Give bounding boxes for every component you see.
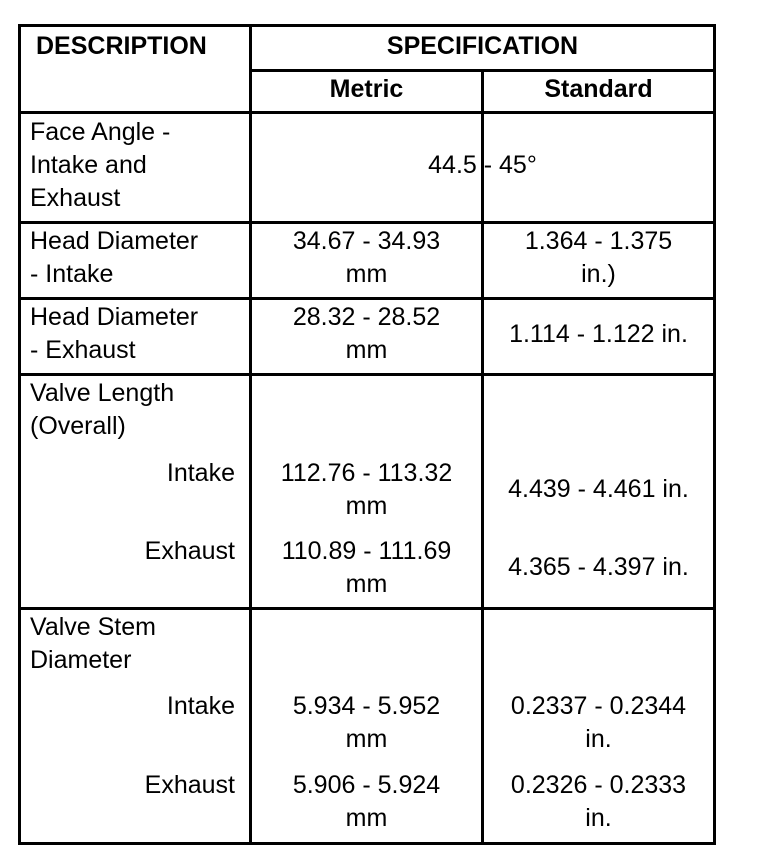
valve-length-exhaust-metric-line2: mm (345, 570, 388, 598)
header-bottom-rule (18, 111, 716, 114)
face-angle-description-line1: Face Angle - (30, 118, 171, 146)
table-border-bottom (18, 842, 716, 845)
valve-stem-exhaust-label: Exhaust (144, 771, 235, 799)
head-exhaust-description-line1: Head Diameter (30, 303, 199, 331)
valve-stem-exhaust-metric-line1: 5.906 - 5.924 (292, 771, 441, 799)
header-standard: Standard (544, 75, 653, 103)
valve-length-intake-metric-line1: 112.76 - 113.32 (280, 459, 453, 487)
valve-stem-intake-metric-line2: mm (345, 725, 388, 753)
head-intake-description-line2: - Intake (30, 260, 114, 288)
header-metric: Metric (329, 75, 404, 103)
valve-length-exhaust-metric-line1: 110.89 - 111.69 (281, 537, 452, 565)
face-angle-description-line2: Intake and (30, 151, 147, 179)
head-exhaust-standard: 1.114 - 1.122 in. (509, 320, 688, 348)
table-border-left (18, 24, 21, 845)
valve-stem-intake-standard-line2: in. (585, 725, 612, 753)
valve-length-description-line1: Valve Length (30, 379, 175, 407)
header-subdivider (249, 69, 716, 72)
valve-stem-intake-label: Intake (166, 692, 235, 720)
row-divider (18, 373, 716, 376)
header-specification: SPECIFICATION (386, 32, 579, 60)
row-divider (18, 221, 716, 224)
valve-stem-exhaust-metric-line2: mm (345, 804, 388, 832)
header-description: DESCRIPTION (36, 32, 207, 60)
row-divider (18, 297, 716, 300)
head-intake-standard-line2: in.) (581, 260, 616, 288)
valve-stem-description-line2: Diameter (30, 646, 132, 674)
row-divider (18, 607, 716, 610)
valve-length-exhaust-standard: 4.365 - 4.397 in. (508, 553, 689, 581)
head-exhaust-description-line2: - Exhaust (30, 336, 136, 364)
head-intake-metric-line1: 34.67 - 34.93 (292, 227, 441, 255)
head-exhaust-metric-line1: 28.32 - 28.52 (292, 303, 441, 331)
valve-length-intake-label: Intake (166, 459, 235, 487)
head-intake-standard-line1: 1.364 - 1.375 (524, 227, 673, 255)
head-exhaust-metric-line2: mm (345, 336, 388, 364)
valve-stem-exhaust-standard-line1: 0.2326 - 0.2333 (510, 771, 687, 799)
head-intake-description-line1: Head Diameter (30, 227, 199, 255)
valve-stem-description-line1: Valve Stem (30, 613, 156, 641)
valve-stem-intake-standard-line1: 0.2337 - 0.2344 (510, 692, 687, 720)
head-intake-metric-line2: mm (345, 260, 388, 288)
face-angle-value: 44.5 - 45° (428, 151, 537, 179)
valve-length-intake-standard: 4.439 - 4.461 in. (508, 475, 689, 503)
face-angle-description-line3: Exhaust (30, 184, 121, 212)
valve-stem-exhaust-standard-line2: in. (585, 804, 612, 832)
table-border-right (713, 24, 716, 845)
valve-length-description-line2: (Overall) (30, 412, 126, 440)
valve-length-exhaust-label: Exhaust (144, 537, 235, 565)
valve-stem-intake-metric-line1: 5.934 - 5.952 (292, 692, 441, 720)
table-border-top (18, 24, 716, 27)
valve-length-intake-metric-line2: mm (345, 492, 388, 520)
